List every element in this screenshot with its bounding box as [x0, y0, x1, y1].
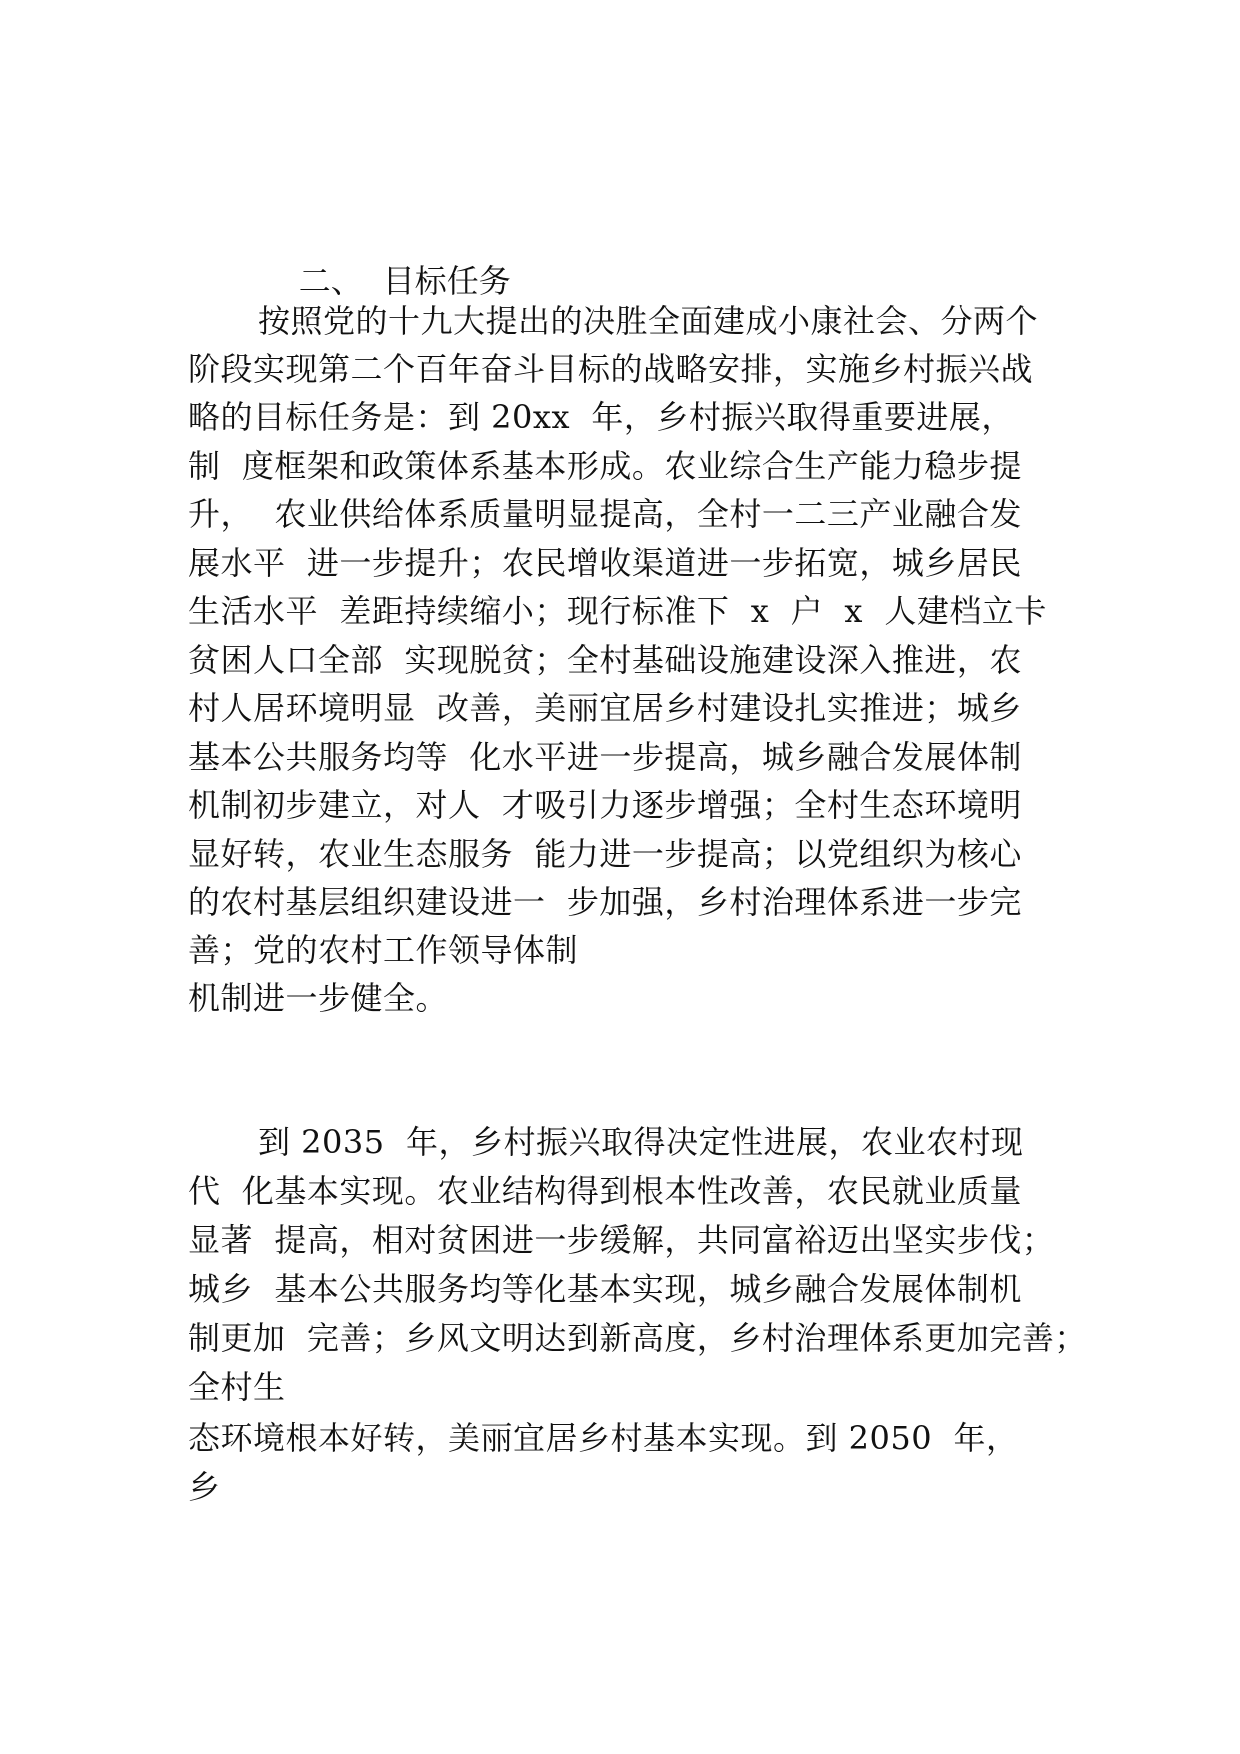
paragraph-line: 善；党的农村工作领导体制	[188, 931, 579, 969]
paragraph-line: 态环境根本好转，美丽宜居乡村基本实现。到 2050 年，	[188, 1419, 1019, 1457]
paragraph-line: 阶段实现第二个百年奋斗目标的战略安排，实施乡村振兴战	[188, 350, 1034, 388]
paragraph-line: 制 度框架和政策体系基本形成。农业综合生产能力稳步提	[188, 447, 1022, 485]
paragraph-line: 基本公共服务均等 化水平进一步提高，城乡融合发展体制	[188, 738, 1022, 776]
paragraph-line: 制更加 完善；乡风文明达到新高度，乡村治理体系更加完善；	[188, 1319, 1087, 1357]
paragraph-line: 按照党的十九大提出的决胜全面建成小康社会、分两个	[258, 302, 1039, 340]
paragraph-line: 显著 提高，相对贫困进一步缓解，共同富裕迈出坚实步伐；	[188, 1221, 1055, 1259]
section-title: 目标任务	[382, 262, 511, 300]
paragraph-line: 城乡 基本公共服务均等化基本实现，城乡融合发展体制机	[188, 1270, 1022, 1308]
paragraph-line: 全村生	[188, 1368, 286, 1406]
paragraph-line: 展水平 进一步提升；农民增收渠道进一步拓宽，城乡居民	[188, 544, 1022, 582]
paragraph-line: 村人居环境明显 改善，美丽宜居乡村建设扎实推进；城乡	[188, 689, 1022, 727]
paragraph-line: 生活水平 差距持续缩小；现行标准下 x 户 x 人建档立卡	[188, 592, 1047, 630]
paragraph-line: 略的目标任务是：到 20xx 年，乡村振兴取得重要进展，	[188, 398, 1014, 436]
paragraph-line: 机制进一步健全。	[188, 979, 449, 1017]
paragraph-line: 贫困人口全部 实现脱贫；全村基础设施建设深入推进，农	[188, 641, 1022, 679]
section-number: 二、	[298, 262, 363, 300]
paragraph-line: 到 2035 年，乡村振兴取得决定性进展，农业农村现	[258, 1123, 1024, 1161]
paragraph-line: 代 化基本实现。农业结构得到根本性改善，农民就业质量	[188, 1172, 1022, 1210]
paragraph-line: 升， 农业供给体系质量明显提高，全村一二三产业融合发	[188, 495, 1022, 533]
paragraph-line: 乡	[188, 1468, 221, 1506]
paragraph-line: 机制初步建立，对人 才吸引力逐步增强；全村生态环境明	[188, 786, 1022, 824]
paragraph-line: 显好转，农业生态服务 能力进一步提高；以党组织为核心	[188, 835, 1022, 873]
paragraph-line: 的农村基层组织建设进一 步加强，乡村治理体系进一步完	[188, 883, 1022, 921]
